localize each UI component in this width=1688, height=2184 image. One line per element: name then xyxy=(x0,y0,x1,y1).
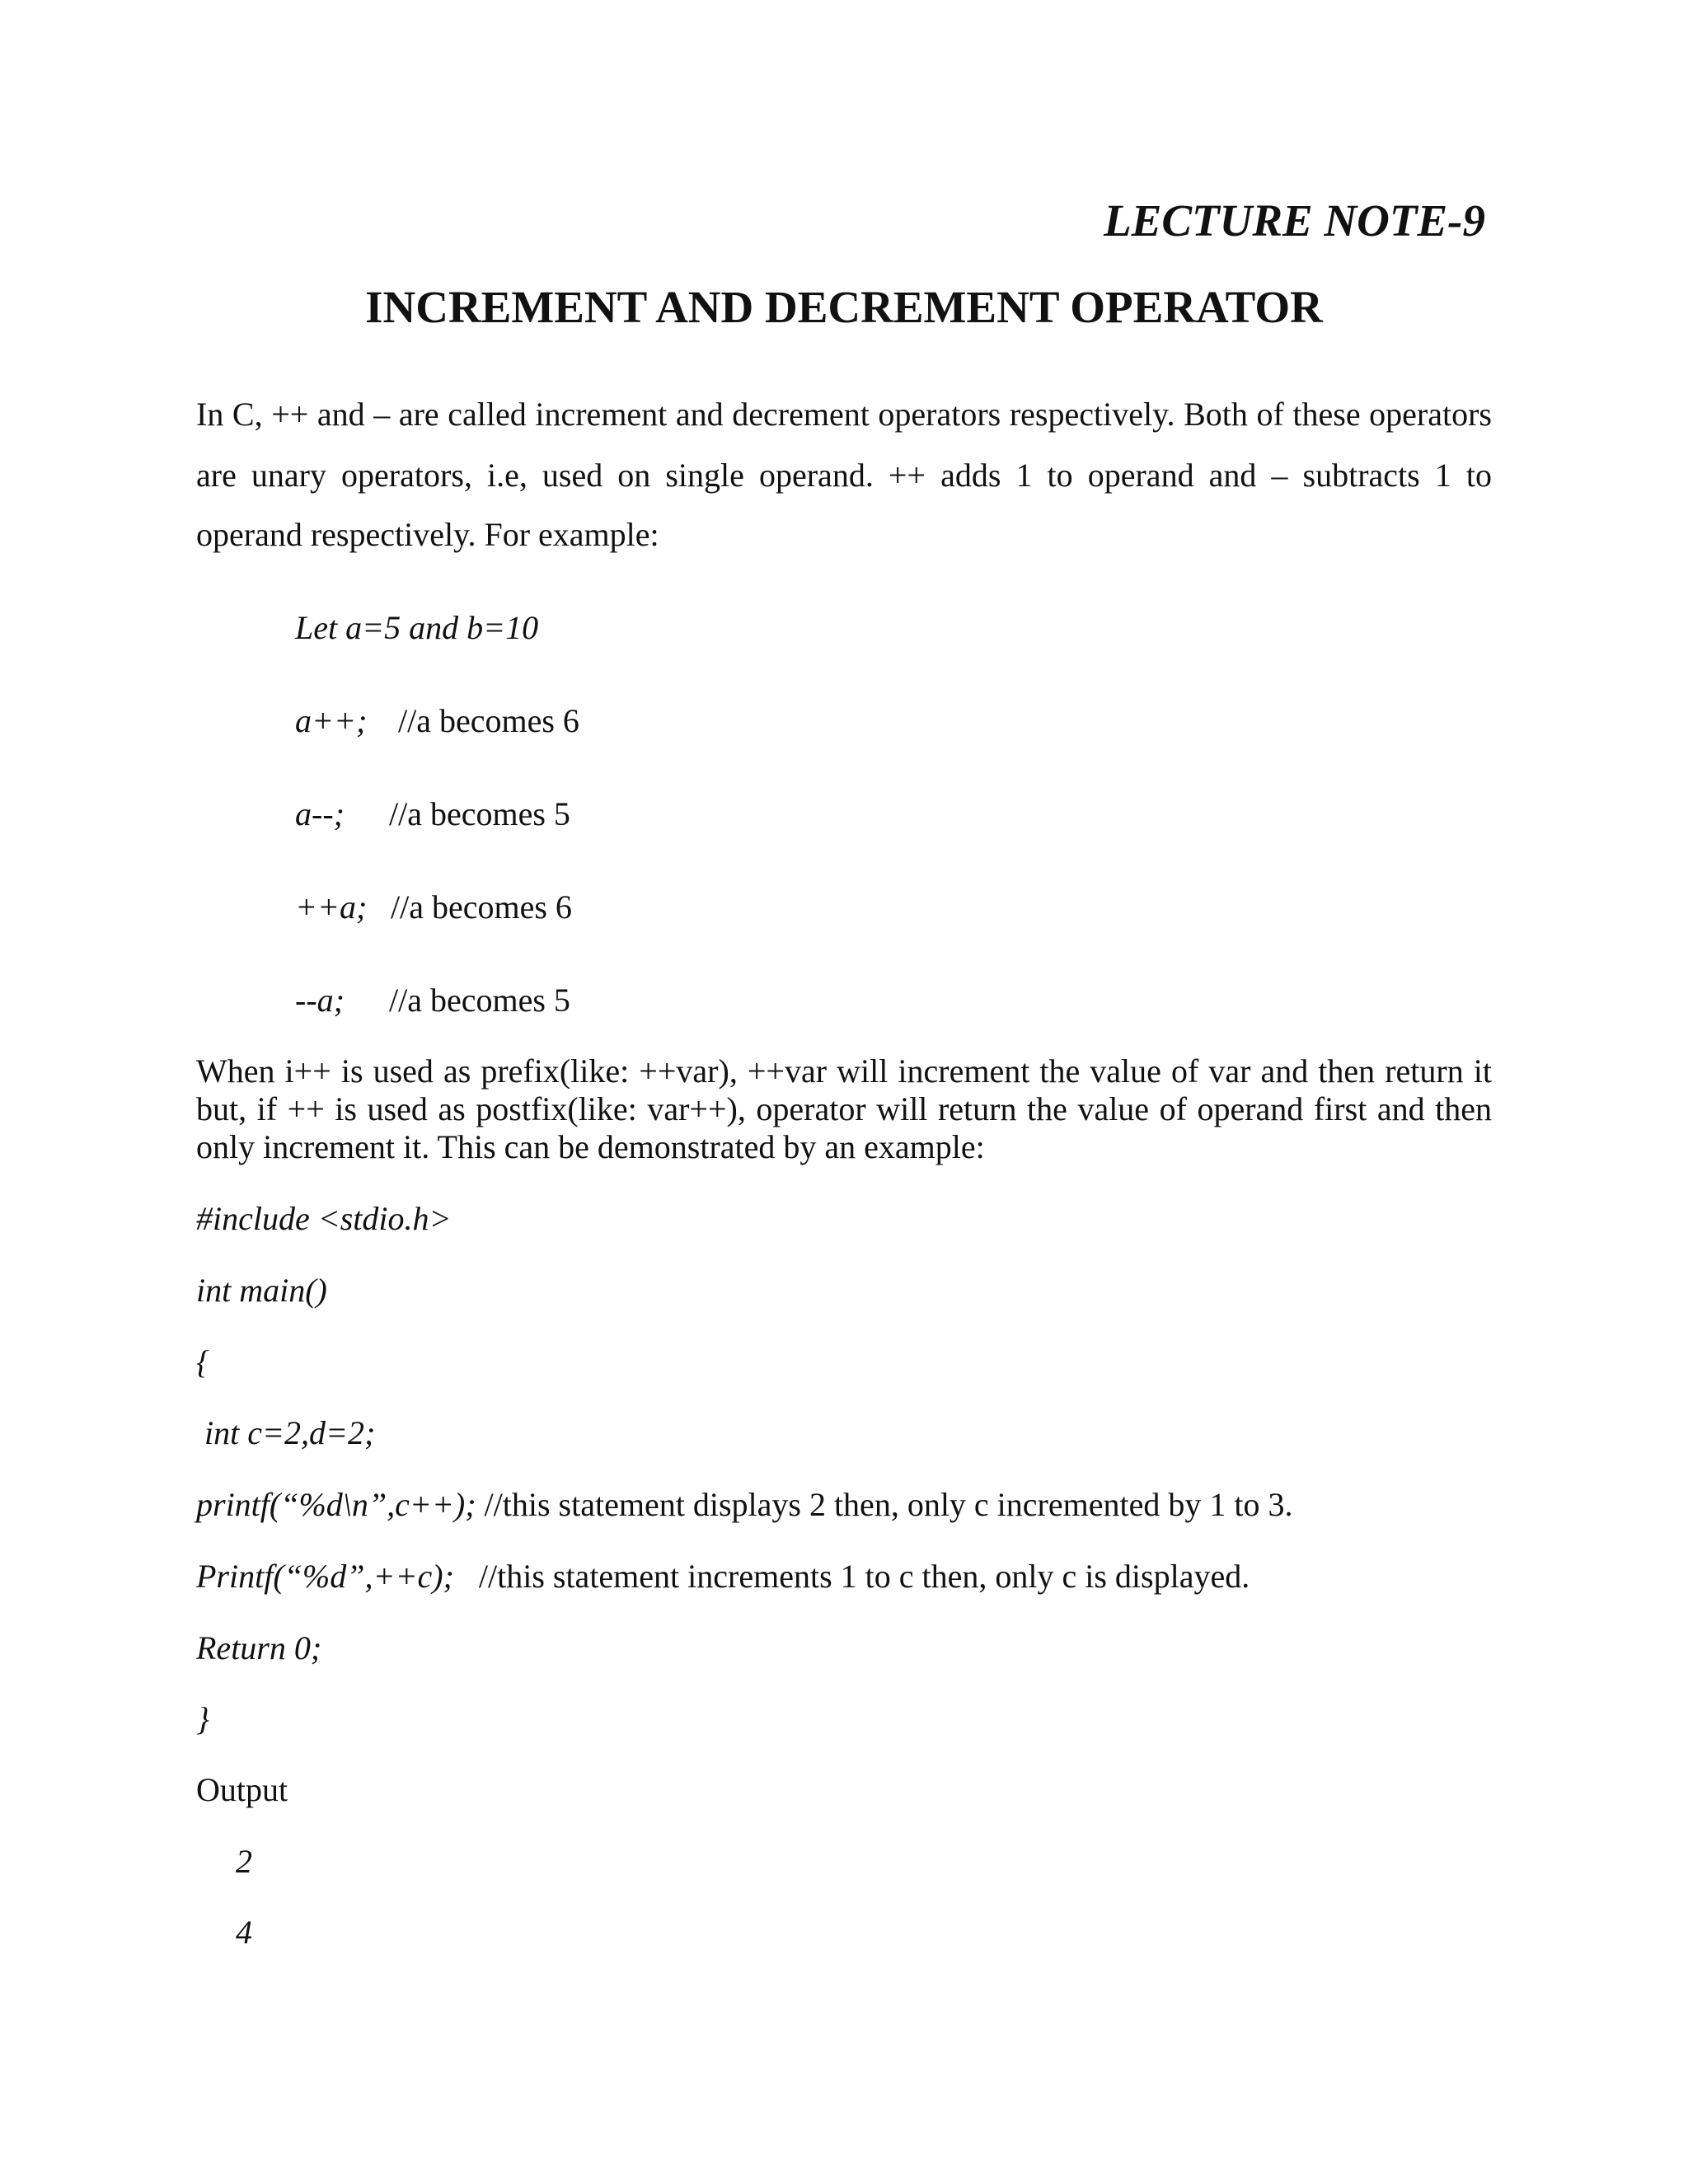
example-code: --a; xyxy=(295,982,345,1019)
example-code: a++; xyxy=(295,702,368,739)
code-include: #include <stdio.h> xyxy=(196,1200,452,1237)
output-value: 2 xyxy=(236,1843,252,1880)
code-printf-call: printf(“%d\n”,c++); xyxy=(196,1486,476,1523)
intro-line-3: operand respectively. For example: xyxy=(196,516,659,553)
code-open-brace: { xyxy=(196,1343,209,1380)
output-value: 4 xyxy=(236,1914,252,1951)
code-comment: //this statement increments 1 to c then, only c is displayed. xyxy=(453,1558,1250,1595)
explanation-line-3: only increment it. This can be demonstrated by an example: xyxy=(196,1128,985,1165)
code-main: int main() xyxy=(196,1272,327,1309)
code-printf-line-2 xyxy=(196,1560,1250,1593)
example-code: ++a; xyxy=(295,888,368,926)
output-label: Output xyxy=(196,1771,288,1808)
explanation-line-1: When i++ is used as prefix(like: ++var), ++var will increment the value of var and then return it xyxy=(196,1052,1492,1090)
example-comment: //a becomes 6 xyxy=(391,888,572,926)
example-code: a--; xyxy=(295,795,345,832)
code-printf-line-1 xyxy=(196,1488,1292,1521)
example-let: Let a=5 and b=10 xyxy=(295,609,539,646)
page-title: INCREMENT AND DECREMENT OPERATOR xyxy=(365,282,1323,332)
code-comment: //this statement displays 2 then, only c incremented by 1 to 3. xyxy=(476,1486,1293,1523)
example-comment: //a becomes 5 xyxy=(389,795,570,832)
code-declaration: int c=2,d=2; xyxy=(196,1414,376,1451)
code-printf-call: Printf(“%d”,++c); xyxy=(196,1558,454,1595)
intro-line-2: are unary operators, i.e, used on single operand. ++ adds 1 to operand and – subtracts 1 to xyxy=(196,457,1492,494)
example-comment: //a becomes 6 xyxy=(398,702,579,739)
lecture-note-heading: LECTURE NOTE-9 xyxy=(1104,195,1485,246)
code-close-brace: } xyxy=(196,1700,209,1737)
explanation-line-2: but, if ++ is used as postfix(like: var++), operator will return the value of operand first and then xyxy=(196,1090,1492,1127)
example-comment: //a becomes 5 xyxy=(389,982,570,1019)
code-return: Return 0; xyxy=(196,1629,322,1666)
intro-line-1: In C, ++ and – are called increment and decrement operators respectively. Both of these operators xyxy=(196,396,1492,433)
